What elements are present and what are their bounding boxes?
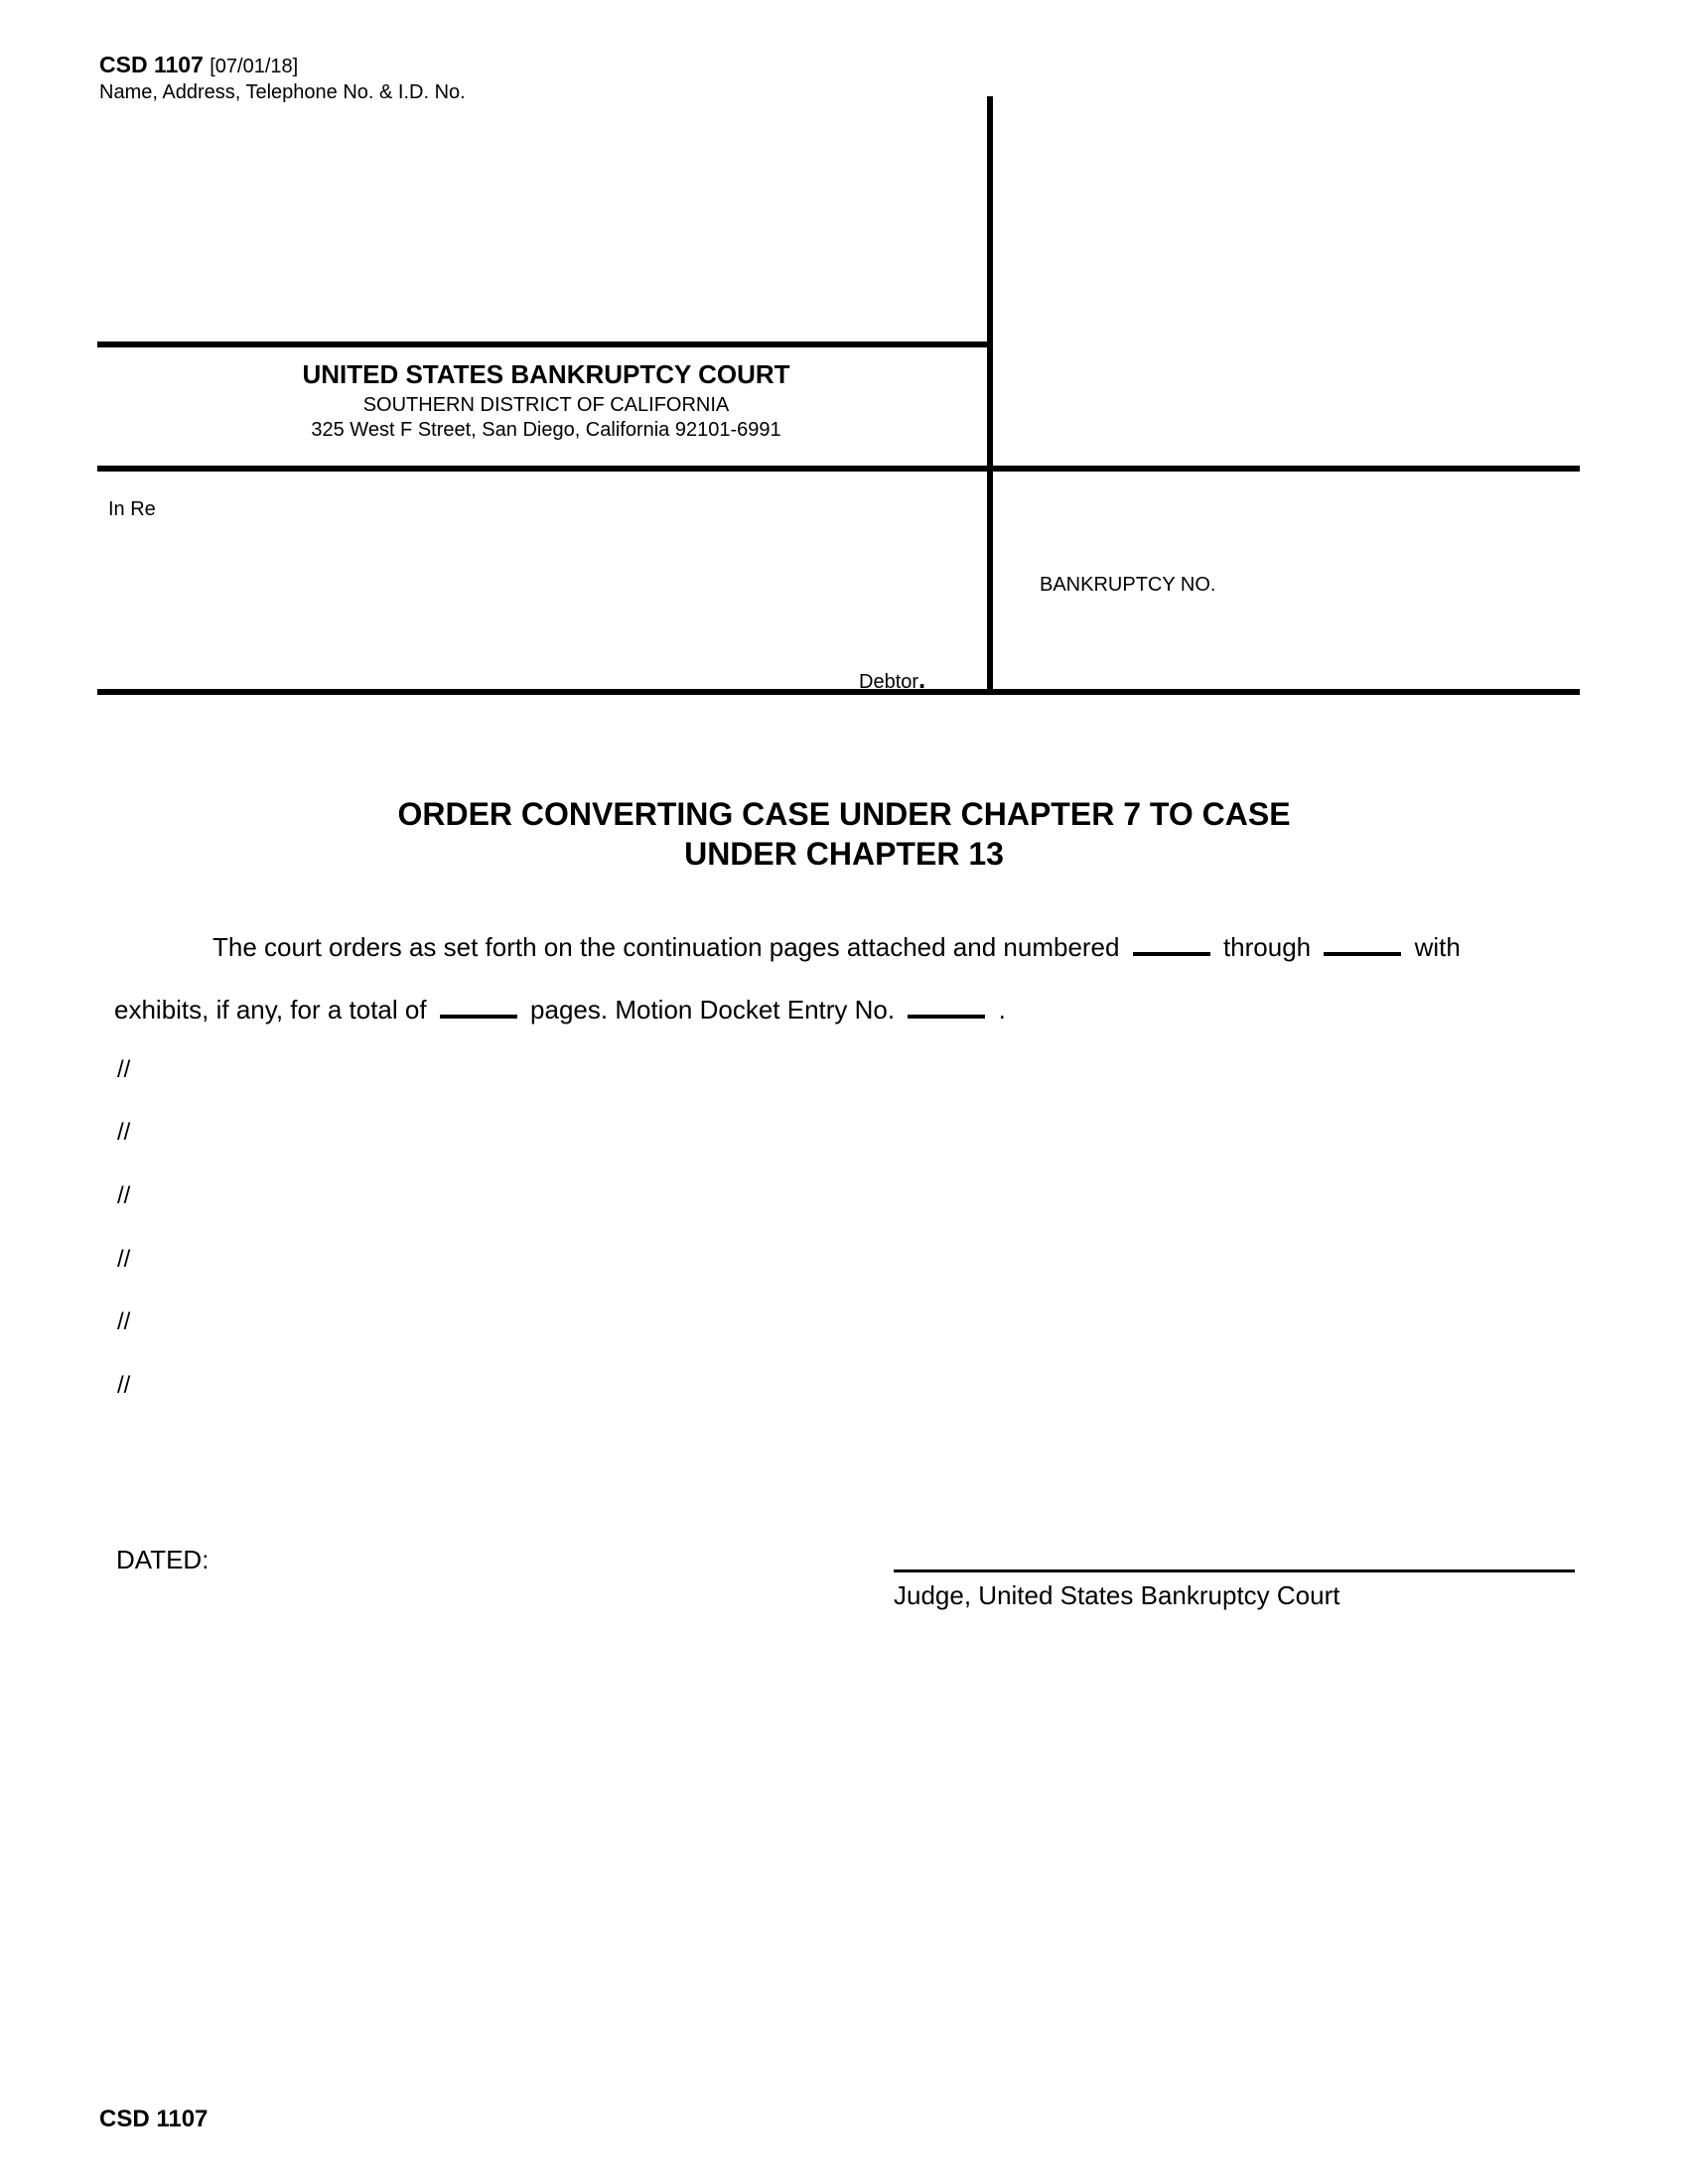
judge-signature-line[interactable] xyxy=(894,1570,1575,1572)
rule-below-court xyxy=(97,466,1580,472)
docket-entry-blank[interactable] xyxy=(908,993,985,1019)
continuation-end-blank[interactable] xyxy=(1324,930,1401,956)
court-block xyxy=(99,359,993,442)
continuation-mark: // xyxy=(117,1246,131,1273)
debtor-suffix: . xyxy=(918,664,926,694)
para2-text-b: pages. Motion Docket Entry No. xyxy=(530,995,896,1024)
continuation-mark: // xyxy=(117,1308,131,1335)
form-code: CSD 1107 xyxy=(99,52,204,77)
filer-info-label: Name, Address, Telephone No. & I.D. No. xyxy=(99,81,466,103)
order-paragraph-line2 xyxy=(114,993,1006,1025)
continuation-start-blank[interactable] xyxy=(1133,930,1210,956)
total-pages-blank[interactable] xyxy=(440,993,517,1019)
court-district: SOUTHERN DISTRICT OF CALIFORNIA xyxy=(362,394,730,416)
order-paragraph-line1 xyxy=(212,930,1461,963)
para1-text-a: The court orders as set forth on the continuation pages attached and numbered xyxy=(212,932,1120,962)
para2-text-a: exhibits, if any, for a total of xyxy=(114,995,427,1024)
bankruptcy-no-label: BANKRUPTCY NO. xyxy=(1040,574,1216,596)
form-id-header xyxy=(99,52,298,78)
judge-signature-caption: Judge, United States Bankruptcy Court xyxy=(894,1580,1340,1610)
in-re-label: In Re xyxy=(108,498,156,520)
form-version: [07/01/18] xyxy=(210,56,299,77)
para2-text-c: . xyxy=(998,995,1006,1024)
continuation-mark: // xyxy=(117,1056,131,1083)
dated-label: DATED: xyxy=(116,1545,210,1574)
caption-divider-lower xyxy=(987,466,993,692)
court-address: 325 West F Street, San Diego, California 92101-6991 xyxy=(311,419,781,441)
continuation-mark: // xyxy=(117,1119,131,1146)
continuation-mark: // xyxy=(117,1372,131,1399)
debtor-label-wrap xyxy=(859,664,925,695)
footer-form-code: CSD 1107 xyxy=(99,2106,209,2132)
court-name: UNITED STATES BANKRUPTCY COURT xyxy=(302,359,790,389)
order-title xyxy=(0,794,1688,874)
rule-above-court xyxy=(97,341,990,347)
order-title-line1: ORDER CONVERTING CASE UNDER CHAPTER 7 TO CASE xyxy=(397,796,1291,832)
rule-below-caption xyxy=(97,689,1580,695)
order-title-line2: UNDER CHAPTER 13 xyxy=(684,836,1004,872)
continuation-mark: // xyxy=(117,1182,131,1209)
para1-text-c: with xyxy=(1414,932,1461,962)
debtor-label: Debtor xyxy=(859,671,919,693)
para1-text-b: through xyxy=(1222,932,1312,962)
